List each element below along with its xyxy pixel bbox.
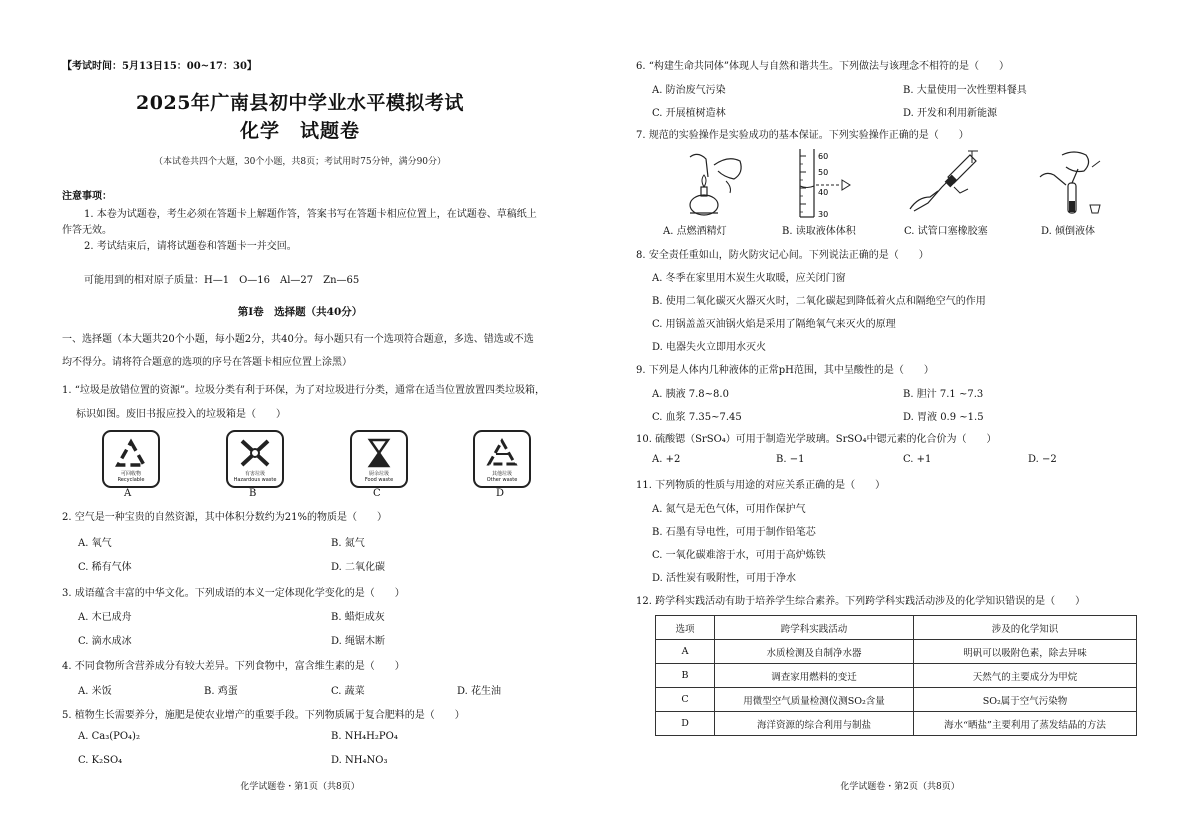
q3-option-b: B. 蜡炬成灰 <box>331 612 385 623</box>
header-option: 选项 <box>656 616 715 640</box>
q9-option-a: A. 胰液 7.8~8.0 <box>652 389 729 400</box>
q4-stem: 4. 不同食物所含营养成分有较大差异。下列食物中，富含维生素的是（ ） <box>62 661 405 672</box>
bin-label-c: C <box>373 488 381 499</box>
q11-option-d: D. 活性炭有吸附性，可用于净水 <box>652 573 797 584</box>
alcohol-lamp-illustration <box>680 147 748 221</box>
scale-30: 30 <box>818 210 829 219</box>
scale-50: 50 <box>818 168 829 177</box>
q9-option-b: B. 胆汁 7.1 ~7.3 <box>903 389 984 400</box>
bin-label-b: B <box>249 488 257 499</box>
table-cell: 调查家用燃料的变迁 <box>715 664 914 688</box>
test-tube-stopper-illustration <box>908 147 988 221</box>
q11-option-b: B. 石墨有导电性，可用于制作铅笔芯 <box>652 527 816 538</box>
q12-table <box>655 615 1137 736</box>
q5-option-a: A. Ca₃(PO₄)₂ <box>78 731 140 742</box>
q5-option-c: C. K₂SO₄ <box>78 755 123 766</box>
part-one-intro: 一、选择题（本大题共20个小题，每小题2分，共40分。每小题只有一个选项符合题意，多选、错选或不选 <box>62 334 534 345</box>
q5-stem: 5. 植物生长需要养分，施肥是使农业增产的重要手段。下列物质属于复合肥料的是（ ） <box>62 710 465 721</box>
header-activity: 跨学科实践活动 <box>715 616 914 640</box>
exam-title: 2025年广南县初中学业水平模拟考试 <box>136 92 464 114</box>
exam-subtitle: （本试卷共四个大题，30个小题，共8页；考试用时75分钟，满分90分） <box>153 157 447 167</box>
atomic-masses: 可能用到的相对原子质量：H—1 O—16 Al—27 Zn—65 <box>84 275 360 286</box>
table-cell: 用微型空气质量检测仪测SO₂含量 <box>715 688 914 712</box>
q10-option-b: B. −1 <box>776 454 805 465</box>
table-cell: 明矾可以吸附色素，除去异味 <box>914 640 1137 664</box>
q2-stem: 2. 空气是一种宝贵的自然资源，其中体积分数约为21%的物质是（ ） <box>62 512 387 523</box>
q7-option-b: B. 读取液体体积 <box>782 226 856 237</box>
q10-option-d: D. −2 <box>1028 454 1057 465</box>
part-one-intro-cont: 均不得分。请将符合题意的选项的序号在答题卡相应位置上涂黑） <box>62 357 352 368</box>
q8-option-b: B. 使用二氧化碳灭火器灭火时，二氧化碳起到降低着火点和隔绝空气的作用 <box>652 296 986 307</box>
q9-option-c: C. 血浆 7.35~7.45 <box>652 412 742 423</box>
page-footer: 化学试题卷・第1页（共8页） <box>240 782 360 792</box>
table-cell: C <box>656 688 715 712</box>
section-title: 第Ⅰ卷 选择题（共40分） <box>237 306 363 318</box>
q3-stem: 3. 成语蕴含丰富的中华文化。下列成语的本义一定体现化学变化的是（ ） <box>62 588 405 599</box>
table-cell: 海水“晒盐”主要利用了蒸发结晶的方法 <box>914 712 1137 736</box>
q10-stem: 10. 硫酸锶（SrSO₄）可用于制造光学玻璃。SrSO₄中锶元素的化合价为（ ） <box>636 434 997 445</box>
q4-option-c: C. 蔬菜 <box>331 686 365 697</box>
bin-label-d: D <box>496 488 505 499</box>
q5-option-b: B. NH₄H₂PO₄ <box>331 731 398 742</box>
q7-option-c: C. 试管口塞橡胶塞 <box>904 226 988 237</box>
q8-stem: 8. 安全责任重如山，防火防灾记心间。下列说法正确的是（ ） <box>636 250 929 261</box>
table-header-row <box>656 616 1137 640</box>
note-2: 2. 考试结束后，请将试题卷和答题卡一并交回。 <box>84 241 297 252</box>
q1-stem: 1. “垃圾是放错位置的资源”。垃圾分类有利于环保，为了对垃圾进行分类，通常在适当位置放置四类垃圾箱， <box>62 385 545 396</box>
q7-stem: 7. 规范的实验操作是实验成功的基本保证。下列实验操作正确的是（ ） <box>636 130 969 141</box>
q3-option-c: C. 滴水成冰 <box>78 636 132 647</box>
q2-option-a: A. 氧气 <box>78 538 112 549</box>
q3-option-d: D. 绳锯木断 <box>331 636 386 647</box>
q12-stem: 12. 跨学科实践活动有助于培养学生综合素养。下列跨学科实践活动涉及的化学知识错误的是（ ） <box>636 596 1086 607</box>
food-waste-bin-icon: 厨余垃圾 Food waste <box>350 430 408 488</box>
q3-option-a: A. 木已成舟 <box>78 612 132 623</box>
exam-time: 【考试时间：5月13日15：00~17：30】 <box>62 61 257 72</box>
table-cell: SO₂属于空气污染物 <box>914 688 1137 712</box>
q8-option-c: C. 用锅盖盖灭油锅火焰是采用了隔绝氧气来灭火的原理 <box>652 319 896 330</box>
graduated-cylinder-illustration <box>792 147 860 221</box>
header-knowledge: 涉及的化学知识 <box>914 616 1137 640</box>
q4-option-b: B. 鸡蛋 <box>204 686 238 697</box>
other-waste-bin-icon: 其他垃圾 Other waste <box>473 430 531 488</box>
table-row <box>656 664 1137 688</box>
q10-option-c: C. +1 <box>903 454 932 465</box>
q6-stem: 6. “构建生命共同体”体现人与自然和谐共生。下列做法与该理念不相符的是（ ） <box>636 61 1009 72</box>
q6-option-d: D. 开发和利用新能源 <box>903 108 998 119</box>
recyclable-bin-icon: 可回收物 Recyclable <box>102 430 160 488</box>
q6-option-b: B. 大量使用一次性塑料餐具 <box>903 85 1027 96</box>
scale-60: 60 <box>818 152 829 161</box>
q8-option-d: D. 电器失火立即用水灭火 <box>652 342 767 353</box>
q6-option-c: C. 开展植树造林 <box>652 108 726 119</box>
q2-option-d: D. 二氧化碳 <box>331 562 386 573</box>
q1-stem-cont: 标识如图。废旧书报应投入的垃圾箱是（ ） <box>76 409 286 420</box>
table-row <box>656 640 1137 664</box>
table-cell: A <box>656 640 715 664</box>
q6-option-a: A. 防治废气污染 <box>652 85 726 96</box>
hazardous-bin-icon: 有害垃圾 Hazardous waste <box>226 430 284 488</box>
scale-40: 40 <box>818 188 829 197</box>
q7-option-a: A. 点燃酒精灯 <box>663 226 727 237</box>
q4-option-a: A. 米饭 <box>78 686 112 697</box>
q4-option-d: D. 花生油 <box>457 686 502 697</box>
page-footer-2: 化学试题卷・第2页（共8页） <box>840 782 960 792</box>
table-row <box>656 688 1137 712</box>
q7-option-d: D. 倾倒液体 <box>1041 226 1096 237</box>
table-cell: 天然气的主要成分为甲烷 <box>914 664 1137 688</box>
q11-option-c: C. 一氧化碳难溶于水，可用于高炉炼铁 <box>652 550 826 561</box>
table-cell: 水质检测及自制净水器 <box>715 640 914 664</box>
q11-stem: 11. 下列物质的性质与用途的对应关系正确的是（ ） <box>636 480 886 491</box>
q2-option-b: B. 氮气 <box>331 538 365 549</box>
bin-label-a: A <box>124 488 132 499</box>
table-cell: B <box>656 664 715 688</box>
note-1: 1. 本卷为试题卷，考生必须在答题卡上解题作答，答案书写在答题卡相应位置上，在试题卷、草稿纸上 <box>84 209 537 220</box>
q9-stem: 9. 下列是人体内几种液体的正常pH范围，其中呈酸性的是（ ） <box>636 365 934 376</box>
subject-title: 化学 试题卷 <box>239 120 360 142</box>
q11-option-a: A. 氮气是无色气体，可用作保护气 <box>652 504 806 515</box>
table-row <box>656 712 1137 736</box>
table-cell: D <box>656 712 715 736</box>
q5-option-d: D. NH₄NO₃ <box>331 755 388 766</box>
table-cell: 海洋资源的综合利用与制盐 <box>715 712 914 736</box>
q8-option-a: A. 冬季在家里用木炭生火取暖，应关闭门窗 <box>652 273 846 284</box>
q2-option-c: C. 稀有气体 <box>78 562 132 573</box>
note-1-cont: 作答无效。 <box>62 225 112 236</box>
notes-heading: 注意事项： <box>62 191 112 202</box>
pouring-liquid-illustration-2 <box>1032 147 1110 221</box>
q9-option-d: D. 胃液 0.9 ~1.5 <box>903 412 984 423</box>
q10-option-a: A. +2 <box>652 454 681 465</box>
